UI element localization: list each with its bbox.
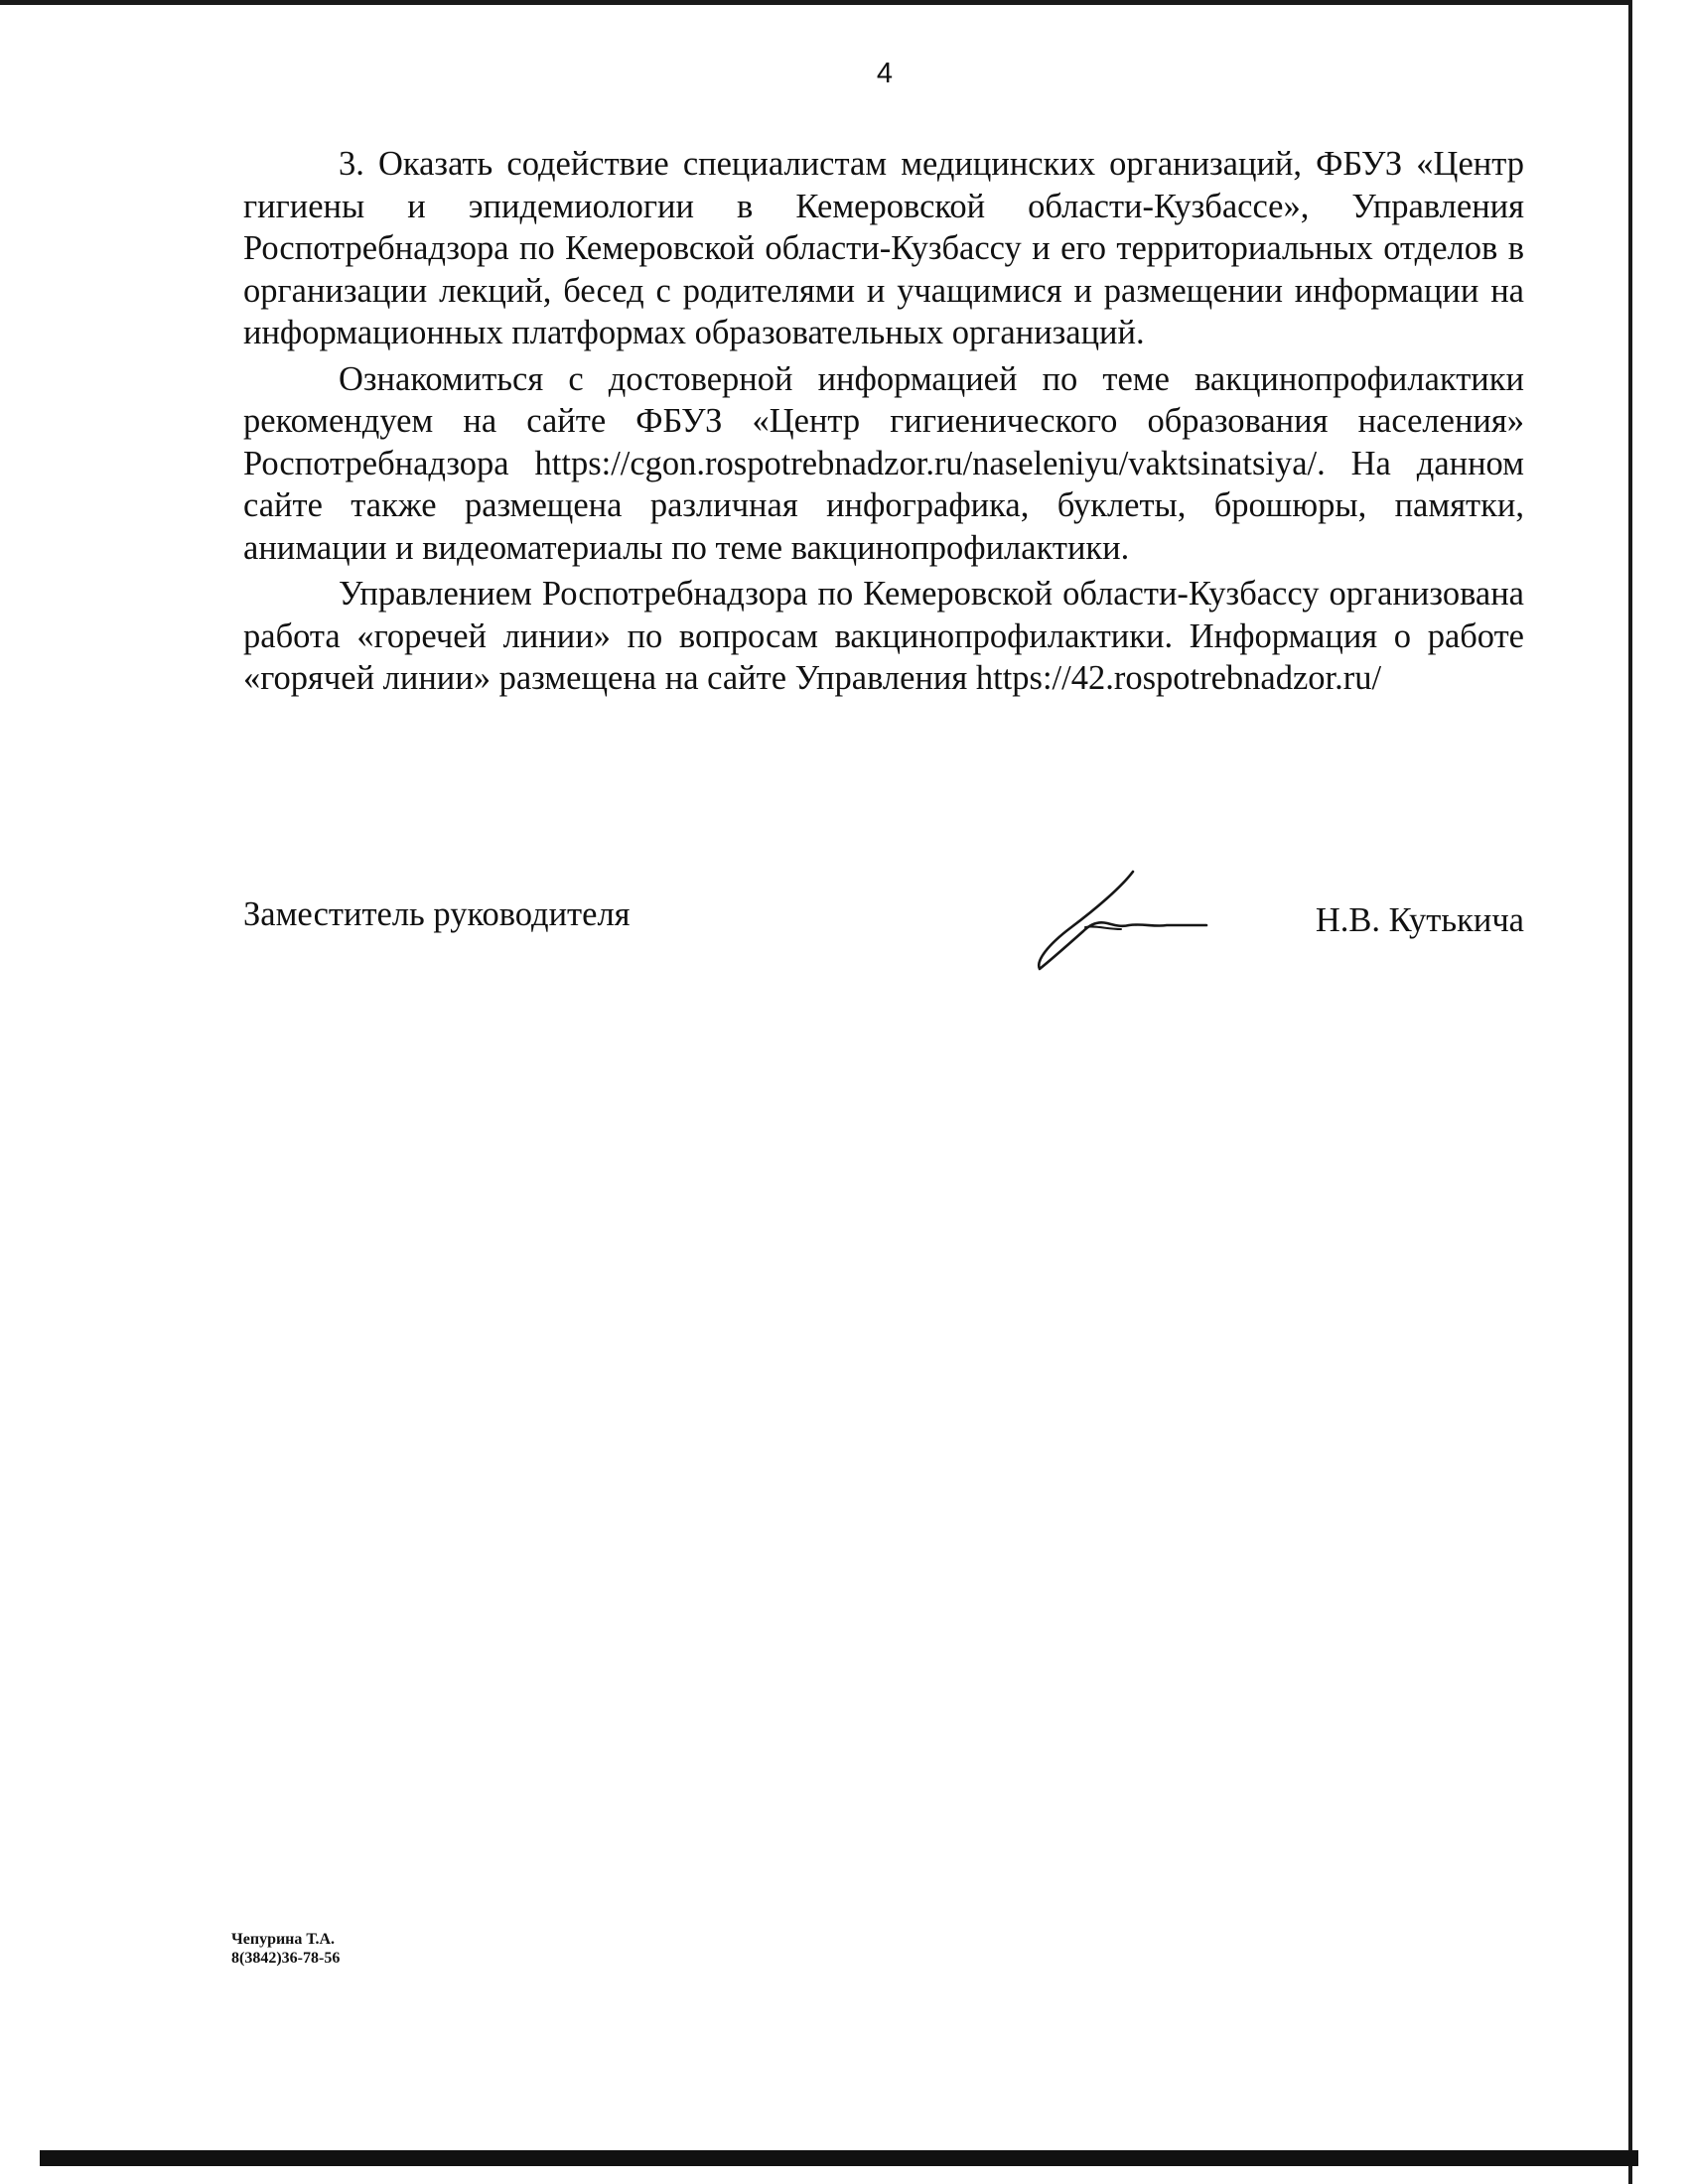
paragraph-item-3: 3. Оказать содействие специалистам медицинских организаций, ФБУЗ «Центр гигиены и эпидемиологии в Кемеровской области-Кузбассе», Управления Роспотребнадзора по Кемеровской области-Кузбассу и его территориальных отделов в организации лекций, бесед с родителями и учащимися и размещении информации на информационных платформах образовательных организаций.	[243, 145, 1524, 351]
executor-phone: 8(3842)36-78-56	[231, 1950, 341, 1967]
signer-title: Заместитель руководителя	[243, 895, 631, 933]
scan-edge-bottom	[40, 2150, 1638, 2166]
paragraph-hotline: Управлением Роспотребнадзора по Кемеровской области-Кузбассу организована работа «горечей линии» по вопросам вакцинопрофилактики. Информация о работе «горячей линии» размещена на сайте Управления https://42.rospotrebnadzor.ru/	[243, 575, 1524, 697]
scan-edge-right	[1628, 0, 1632, 2184]
handwritten-signature-icon	[1026, 866, 1224, 975]
letter-body	[243, 143, 1524, 700]
paragraph-vaccine-info: Ознакомиться с достоверной информацией по теме вакцинопрофилактики рекомендуем на сайте ФБУЗ «Центр гигиенического образования населения» Роспотребнадзора https://cgon.rospotrebnadzor.ru/naseleniyu/vaktsinatsiya/. На данном сайте также размещена различная инфографика, буклеты, брошюры, памятки, анимации и видеоматериалы по теме вакцинопрофилактики.	[243, 359, 1524, 567]
scan-edge-top	[0, 0, 1628, 5]
signature-block	[243, 866, 1524, 975]
page-number: 4	[876, 58, 894, 89]
executor-info	[231, 1930, 340, 1968]
executor-name: Чепурина Т.А.	[231, 1931, 336, 1948]
signer-name: Н.В. Кутькича	[1315, 901, 1524, 939]
